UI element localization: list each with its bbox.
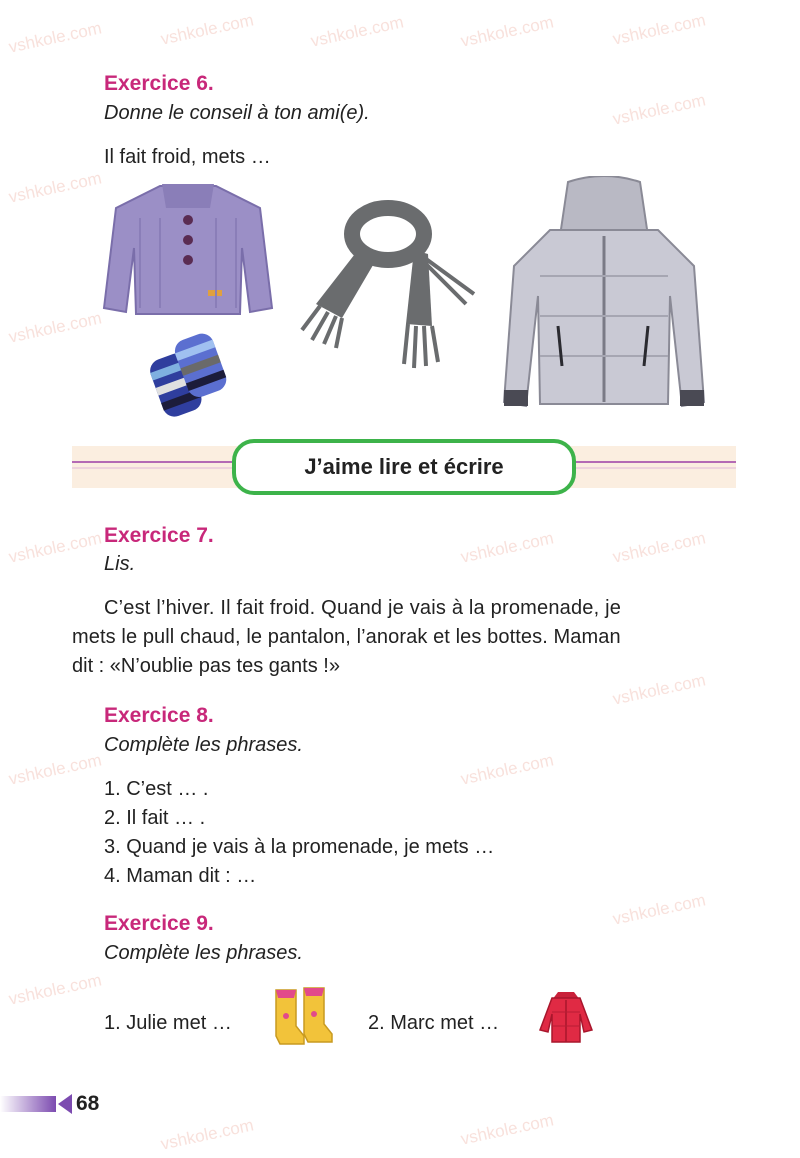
watermark: vshkole.com — [6, 168, 104, 207]
exercise7-line: dit : «N’oublie pas tes gants !» — [72, 655, 340, 677]
watermark: vshkole.com — [610, 10, 708, 49]
watermark: vshkole.com — [610, 670, 708, 709]
watermark: vshkole.com — [458, 12, 556, 51]
red-coat-icon — [536, 990, 596, 1044]
exercise9-item2: 2. Marc met … — [368, 1012, 500, 1034]
watermark: vshkole.com — [6, 528, 104, 567]
exercise8-item: 4. Maman dit : … — [104, 865, 257, 887]
watermark: vshkole.com — [6, 18, 104, 57]
exercise7-line: mets le pull chaud, le pantalon, l’anorak et les bottes. Maman — [72, 626, 621, 648]
watermark: vshkole.com — [610, 90, 708, 129]
exercise8-item: 2. Il fait … . — [104, 807, 206, 829]
sweater-icon — [100, 178, 276, 322]
exercise9-instruction: Complète les phrases. — [104, 942, 303, 964]
exercise8-title: Exercice 8. — [104, 704, 214, 727]
watermark: vshkole.com — [6, 970, 104, 1009]
exercise9-item1: 1. Julie met … — [104, 1012, 232, 1034]
watermark: vshkole.com — [6, 750, 104, 789]
watermark: vshkole.com — [6, 308, 104, 347]
exercise6-prompt: Il fait froid, mets … — [104, 146, 271, 168]
watermark: vshkole.com — [458, 528, 556, 567]
exercise7-instruction: Lis. — [104, 553, 136, 575]
watermark: vshkole.com — [610, 528, 708, 567]
watermark: vshkole.com — [158, 1115, 256, 1154]
exercise6-title: Exercice 6. — [104, 72, 214, 95]
watermark: vshkole.com — [158, 10, 256, 49]
boots-icon — [270, 986, 338, 1048]
scarf-icon — [296, 194, 480, 372]
watermark: vshkole.com — [308, 12, 406, 51]
exercise6-instruction: Donne le conseil à ton ami(e). — [104, 102, 370, 124]
page-number: 68 — [76, 1092, 100, 1115]
exercise7-line: C’est l’hiver. Il fait froid. Quand je vais à la promenade, je — [104, 597, 622, 619]
watermark: vshkole.com — [458, 750, 556, 789]
section-banner-title: J’aime lire et écrire — [304, 454, 504, 479]
exercise9-title: Exercice 9. — [104, 912, 214, 935]
exercise8-instruction: Complète les phrases. — [104, 734, 303, 756]
exercise7-title: Exercice 7. — [104, 524, 214, 547]
watermark: vshkole.com — [458, 1110, 556, 1149]
jacket-icon — [498, 176, 710, 414]
section-banner — [232, 439, 576, 495]
page-tab — [0, 1090, 80, 1118]
exercise8-item: 1. C’est … . — [104, 778, 209, 800]
exercise8-item: 3. Quand je vais à la promenade, je mets … — [104, 836, 495, 858]
watermark: vshkole.com — [610, 890, 708, 929]
gloves-icon — [136, 330, 244, 436]
